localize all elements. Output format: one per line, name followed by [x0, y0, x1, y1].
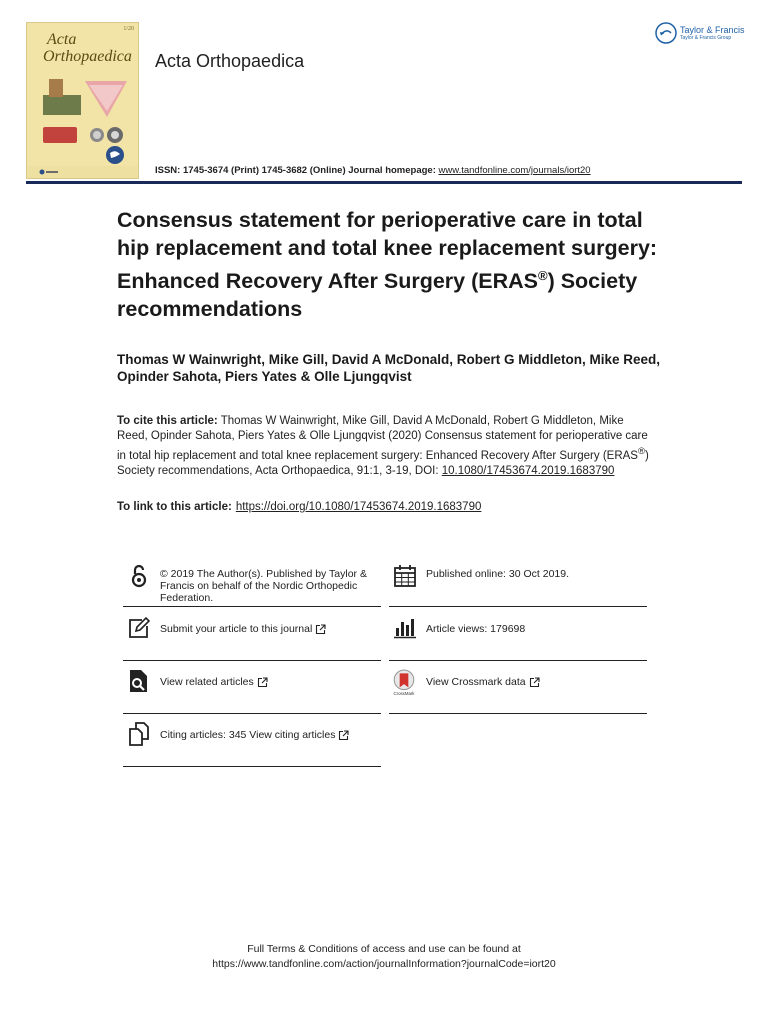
publisher-tagline: Taylor & Francis Group [680, 34, 732, 41]
title-text-end: ) Society recommendations [117, 269, 638, 322]
article-doi-url[interactable]: https://doi.org/10.1080/17453674.2019.1683790 [235, 501, 482, 513]
open-access-cell [123, 564, 381, 608]
header-divider [26, 181, 742, 184]
article-title [117, 206, 662, 323]
article-authors: Thomas W Wainwright, Mike Gill, David A McDonald, Robert G Middleton, Mike Reed, Opinder Sahota, Piers Yates & Olle Ljungqvist [117, 352, 661, 384]
submit-article-cell[interactable] [123, 616, 381, 662]
crossmark-logo-text: CrossMark [393, 691, 415, 695]
cell-divider [123, 766, 381, 767]
citation-block [117, 414, 657, 479]
cell-divider [123, 606, 381, 607]
copyright-statement: © 2019 The Author(s). Published by Taylor & Francis on behalf of the Nordic Orthopedic Federation. [160, 568, 367, 604]
cell-divider [389, 713, 647, 714]
external-link-icon [257, 677, 268, 688]
terms-footer [0, 942, 768, 972]
external-link-icon [338, 730, 349, 741]
article-views-count: Article views: 179698 [426, 623, 526, 635]
terms-text: Full Terms & Conditions of access and use can be found at [247, 943, 521, 955]
cell-divider [389, 660, 647, 661]
cover-footer-band [27, 166, 138, 178]
publisher-name: Taylor & Francis [680, 24, 745, 35]
issn-line [155, 165, 591, 176]
registered-mark: ® [537, 268, 548, 283]
article-views-cell [389, 616, 647, 662]
citing-articles-link[interactable] [160, 729, 385, 741]
journal-name[interactable]: Acta Orthopaedica [155, 51, 305, 71]
cover-publisher-logo [39, 169, 59, 175]
citation-doi-link[interactable]: 10.1080/17453674.2019.1683790 [441, 464, 615, 477]
submit-article-label: Submit your article to this journal [160, 623, 313, 635]
crossmark-cell[interactable] [389, 669, 647, 715]
title-text-start: Consensus statement for perioperative care in total hip replacement and total knee replacement surgery: Enhanced Recovery After Surgery (ERAS [117, 208, 658, 294]
external-link-icon [315, 624, 326, 635]
crossmark-link[interactable] [426, 676, 651, 688]
citation-text-start: Thomas W Wainwright, Mike Gill, David A McDonald, Robert G Middleton, Mike Reed, Opinder Sahota, Piers Yates & Olle Ljungqvist (2020) Consensus statement for perioperative care in total hip replacement and total knee replacement surgery: Enhanced Recovery After Surgery (ERAS [117, 415, 648, 462]
publisher-logo[interactable] [655, 22, 745, 44]
taylor-francis-icon [655, 22, 677, 44]
edit-icon [127, 616, 151, 640]
journal-homepage-link[interactable]: www.tandfonline.com/journals/iort20 [438, 165, 591, 176]
bar-chart-icon [393, 616, 417, 640]
related-articles-link[interactable] [160, 676, 385, 688]
open-access-icon [127, 564, 151, 588]
link-label: To link to this article: [117, 501, 232, 513]
cover-globe-icon [105, 145, 125, 165]
related-articles-cell[interactable] [123, 669, 381, 715]
cell-divider [389, 606, 647, 607]
crossmark-label: View Crossmark data [426, 676, 526, 688]
citation-label: To cite this article: [117, 415, 218, 427]
citing-documents-icon [127, 722, 151, 746]
cover-title-line2: Orthopaedica [43, 48, 132, 65]
citing-articles-cell[interactable] [123, 722, 381, 768]
crossmark-icon [391, 669, 417, 695]
cover-volume-label: 1/20 [123, 26, 134, 32]
citing-articles-label: Citing articles: 345 View citing articles [160, 729, 336, 741]
cover-title-line1: Acta [47, 31, 77, 48]
document-search-icon [127, 669, 151, 693]
cell-divider [123, 660, 381, 661]
external-link-icon [529, 677, 540, 688]
terms-url[interactable]: https://www.tandfonline.com/action/journalInformation?journalCode=iort20 [212, 958, 556, 970]
cover-artwork [41, 77, 131, 155]
cell-divider [123, 713, 381, 714]
article-link-line [117, 501, 481, 513]
issn-label: ISSN: 1745-3674 (Print) 1745-3682 (Online) Journal homepage: [155, 165, 436, 176]
journal-cover-image [26, 22, 139, 179]
submit-article-link[interactable] [160, 623, 385, 635]
citation-registered-mark: ® [637, 446, 646, 457]
citation-text-end: ) Society recommendations, Acta Orthopaedica, 91:1, 3-19, DOI: [117, 449, 649, 477]
published-online-date: Published online: 30 Oct 2019. [426, 568, 570, 580]
published-online-cell [389, 564, 647, 608]
related-articles-label: View related articles [160, 676, 254, 688]
calendar-icon [393, 564, 417, 588]
